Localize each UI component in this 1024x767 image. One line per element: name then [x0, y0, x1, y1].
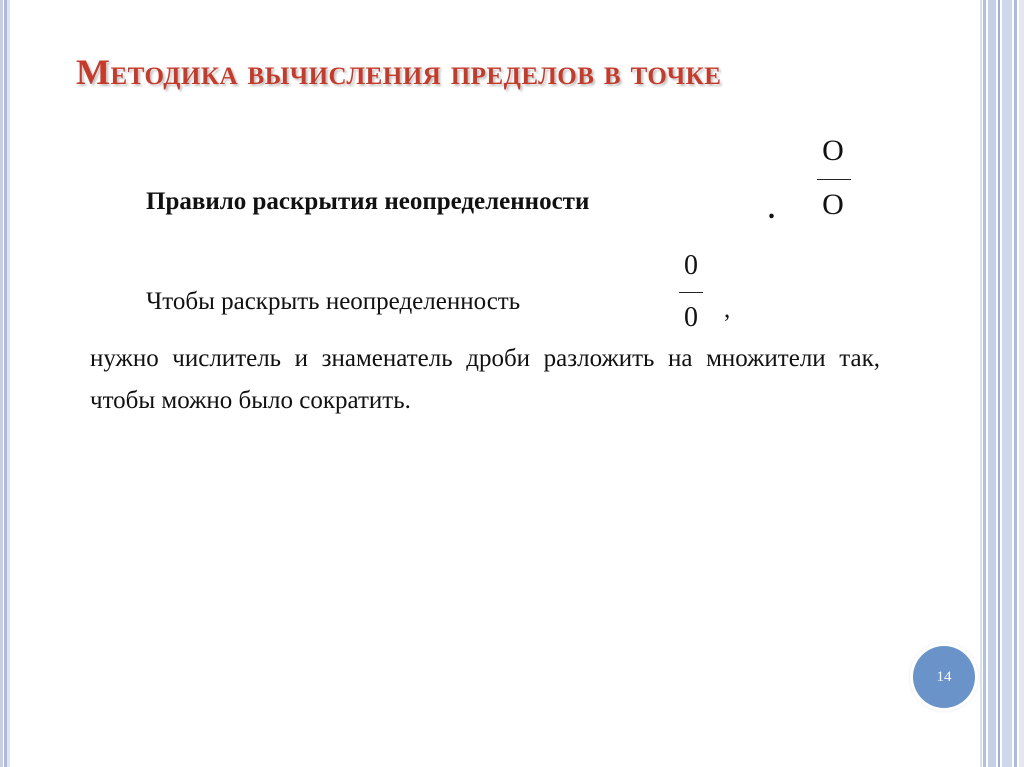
fraction-bar	[817, 179, 851, 180]
fraction-bar	[679, 292, 703, 293]
fraction-numerator: 0	[684, 250, 698, 281]
fraction-denominator: 0	[684, 302, 698, 333]
page-number-badge: 14	[913, 646, 975, 708]
body-paragraph: нужно числитель и знаменатель дроби разложить на множители так, чтобы можно было сократить.	[90, 345, 880, 414]
left-border-decoration	[0, 0, 10, 767]
rule-dot: .	[768, 194, 775, 225]
slide-title: Методика вычисления пределов в точке	[76, 52, 722, 92]
stripe	[1002, 0, 1012, 767]
stripe	[988, 0, 996, 767]
fraction-numerator: О	[822, 134, 844, 167]
stripe	[1014, 0, 1017, 767]
stripe	[983, 0, 986, 767]
right-stripes-decoration	[980, 0, 1024, 767]
stripe	[998, 0, 1000, 767]
fraction-denominator: О	[822, 188, 844, 221]
body-line-1: Чтобы раскрыть неопределенность	[146, 288, 521, 315]
stripe	[1019, 0, 1024, 767]
rule-text: Правило раскрытия неопределенности	[146, 188, 590, 215]
stripe	[980, 0, 982, 767]
body-comma: ,	[724, 296, 731, 323]
